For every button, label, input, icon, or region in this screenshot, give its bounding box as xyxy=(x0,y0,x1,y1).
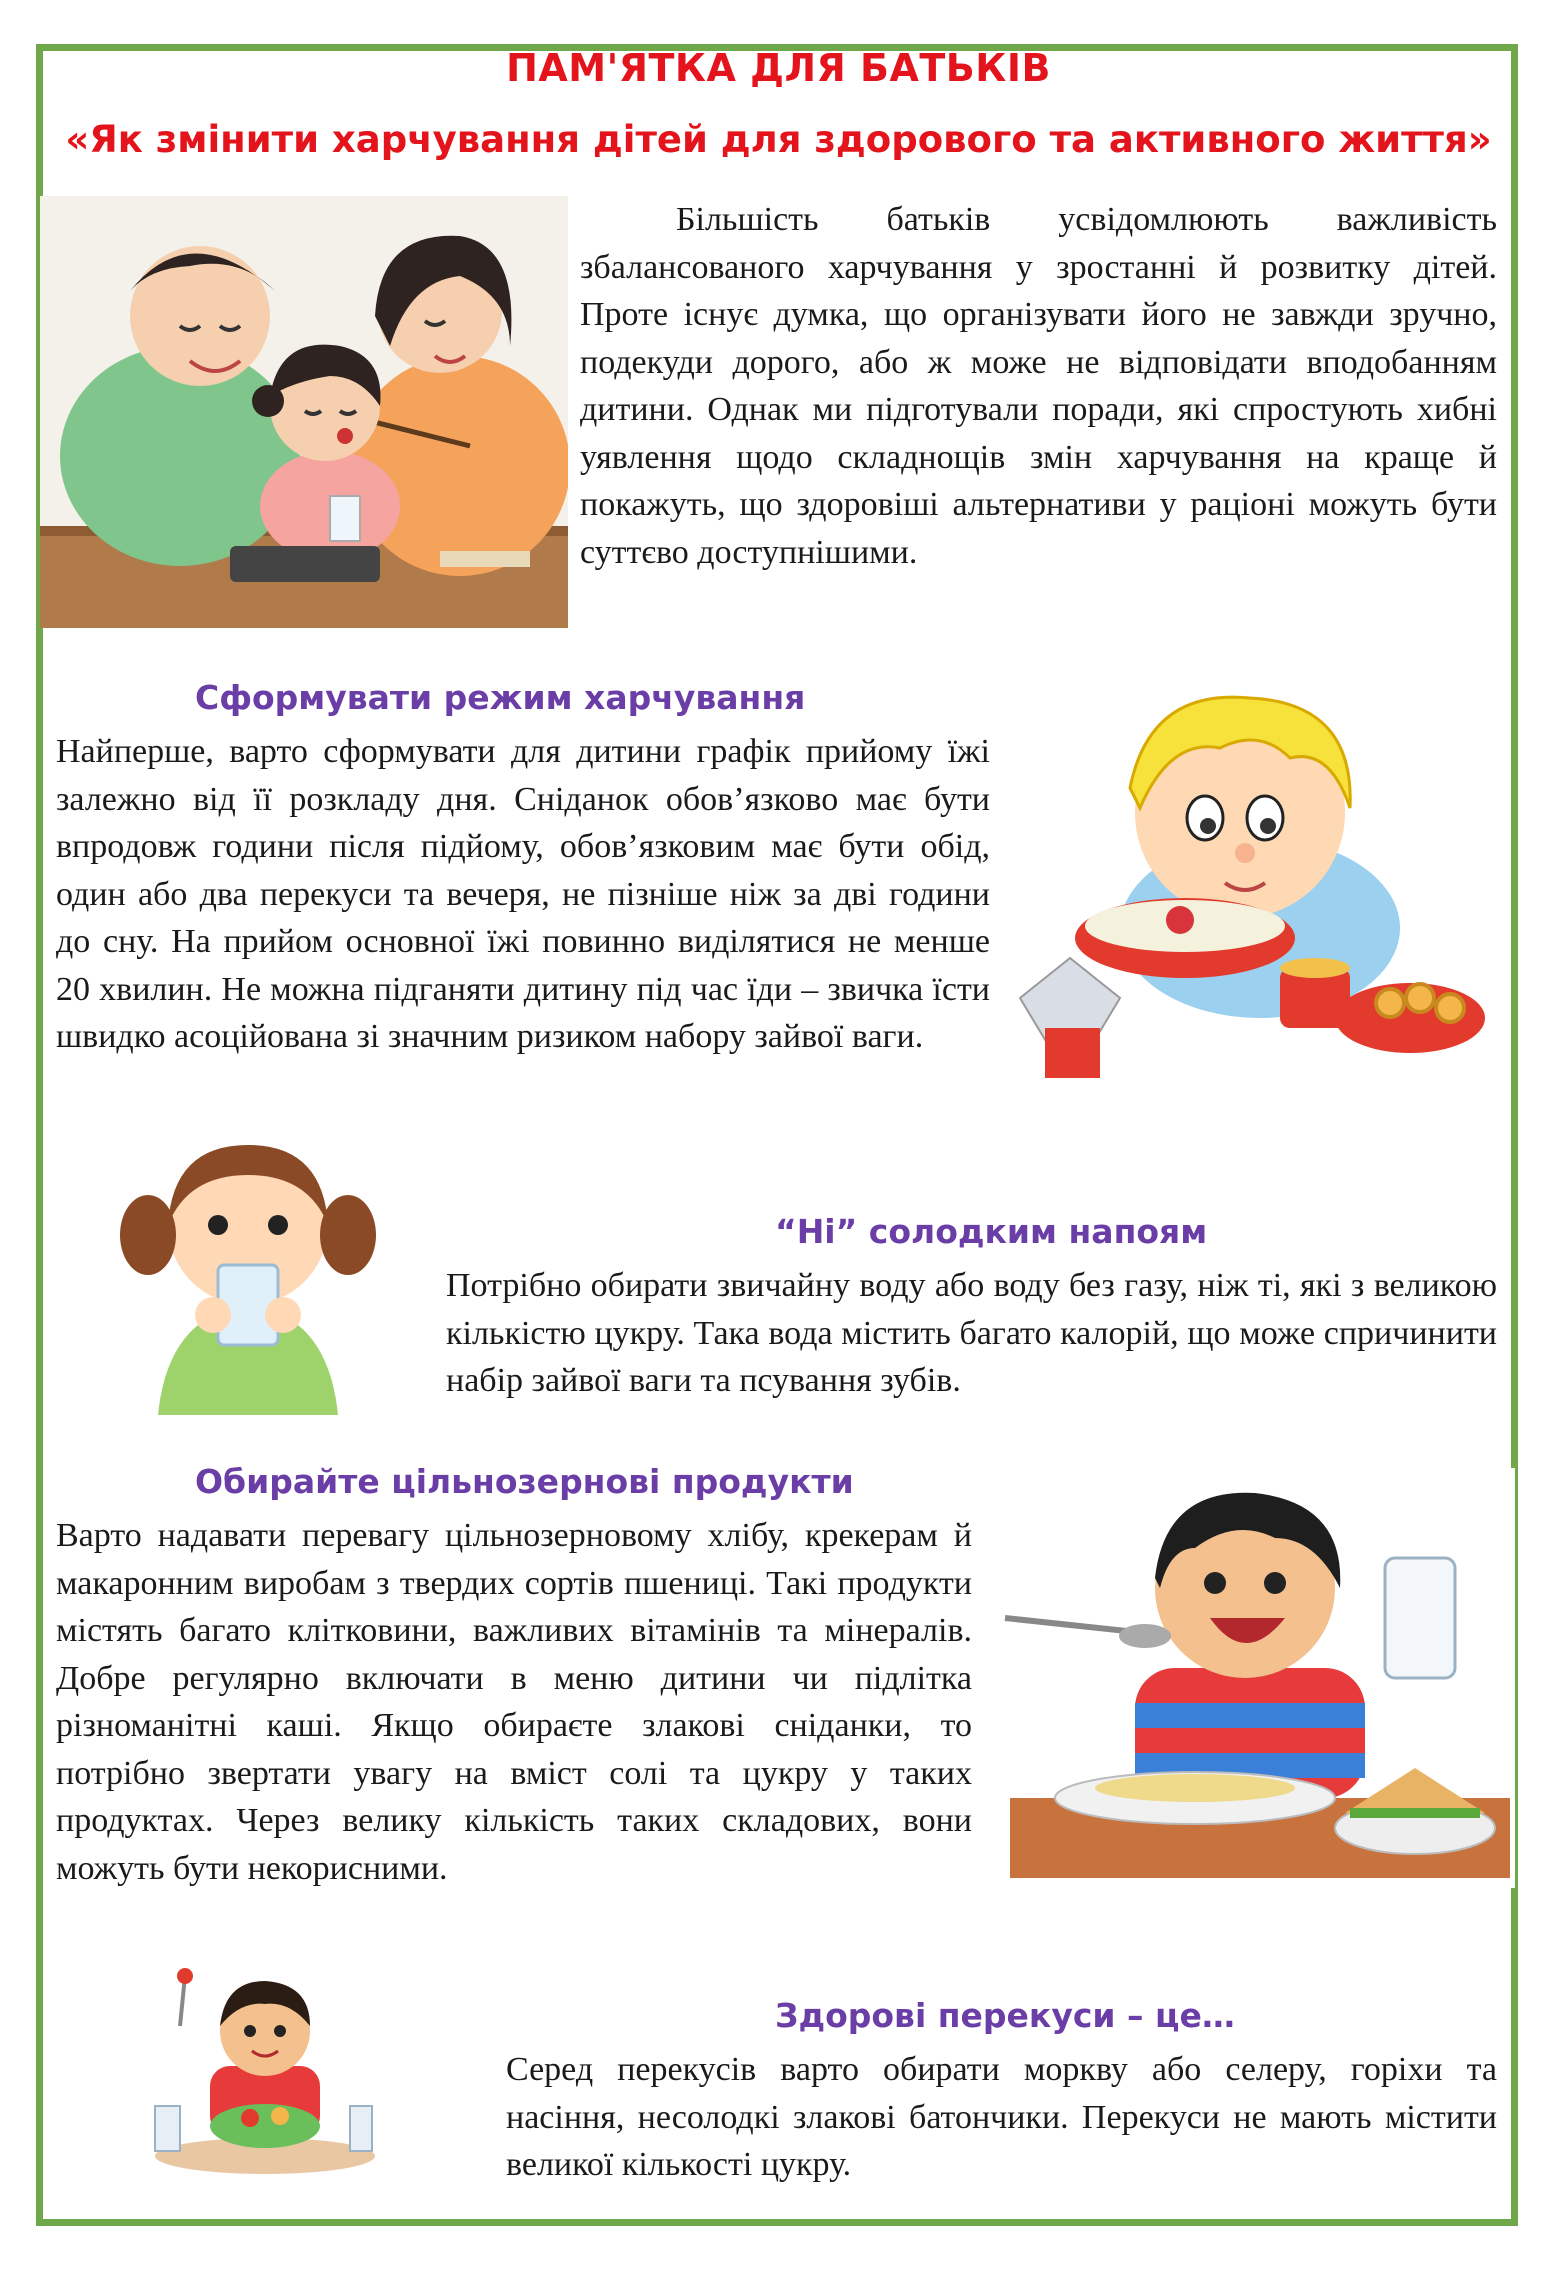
section-text-whole-grain: Варто надавати перевагу цільнозерновому хлібу, крекерам й макаронним виробам з твердих сортів пшениці. Такі продукти містять багато клітковини, важливих вітамінів та мінералів. Добре регулярно включати в меню дитини чи підлітка різноманітні каші. Якщо обираєте злакові сніданки, то потрібно звертати увагу на вміст солі та цукру у таких продуктах. Через велику кількість таких складових, вони можуть бути некорисними. xyxy=(56,1517,972,1887)
family-eating-illustration xyxy=(40,196,568,628)
boy-breakfast-illustration xyxy=(1010,668,1495,1098)
section-text-meal-schedule: Найперше, варто сформувати для дитини графік прийому їжі залежно від її розкладу дня. Сніданок обов’язково має бути впродовж години після підйому, обов’язковим має бути обід, один або два перекуси та вечеря, не пізніше ніж за дві години до сну. На прийом основної їжі повинно виділятися не менше 20 хвилин. Не можна підганяти дитину під час їди – звичка їсти швидко асоційована зі значним ризиком набору зайвої ваги. xyxy=(56,733,990,1055)
section-heading-sugary-drinks: “Ні” солодким напоям xyxy=(775,1212,1208,1251)
boy-with-milk-illustration xyxy=(995,1468,1515,1888)
section-text-sugary-drinks: Потрібно обирати звичайну воду або воду без газу, ніж ті, які з великою кількістю цукру. Така вода містить багато калорій, що може спричинити набір зайвої ваги та псування зубів. xyxy=(446,1267,1497,1399)
section-heading-meal-schedule: Сформувати режим харчування xyxy=(195,678,806,717)
boy-salad-illustration xyxy=(140,1966,390,2176)
section-text-healthy-snacks: Серед перекусів варто обирати моркву або селеру, горіхи та насіння, несолодкі злакові батончики. Перекуси не мають містити великої кількості цукру. xyxy=(506,2051,1497,2183)
section-heading-whole-grain: Обирайте цільнозернові продукти xyxy=(195,1462,854,1501)
intro-paragraph: Більшість батьків усвідомлюють важливість збалансованого харчування у зростанні й розвитку дітей. Проте існує думка, що організувати його не завжди зручно, подекуди дорого, або ж може не відповідати вподобанням дитини. Однак ми підготували поради, які спростують хибні уявлення щодо складнощів змін харчування на краще й покажуть, що здоровіші альтернативи у раціоні можуть бути суттєво доступнішими. xyxy=(580,201,1497,571)
page-subtitle: «Як змінити харчування дітей для здорового та активного життя» xyxy=(65,118,1492,161)
girl-drinking-water-illustration xyxy=(118,1115,378,1415)
page-title: ПАМ'ЯТКА ДЛЯ БАТЬКІВ xyxy=(506,46,1051,90)
section-heading-healthy-snacks: Здорові перекуси – це… xyxy=(775,1996,1235,2035)
